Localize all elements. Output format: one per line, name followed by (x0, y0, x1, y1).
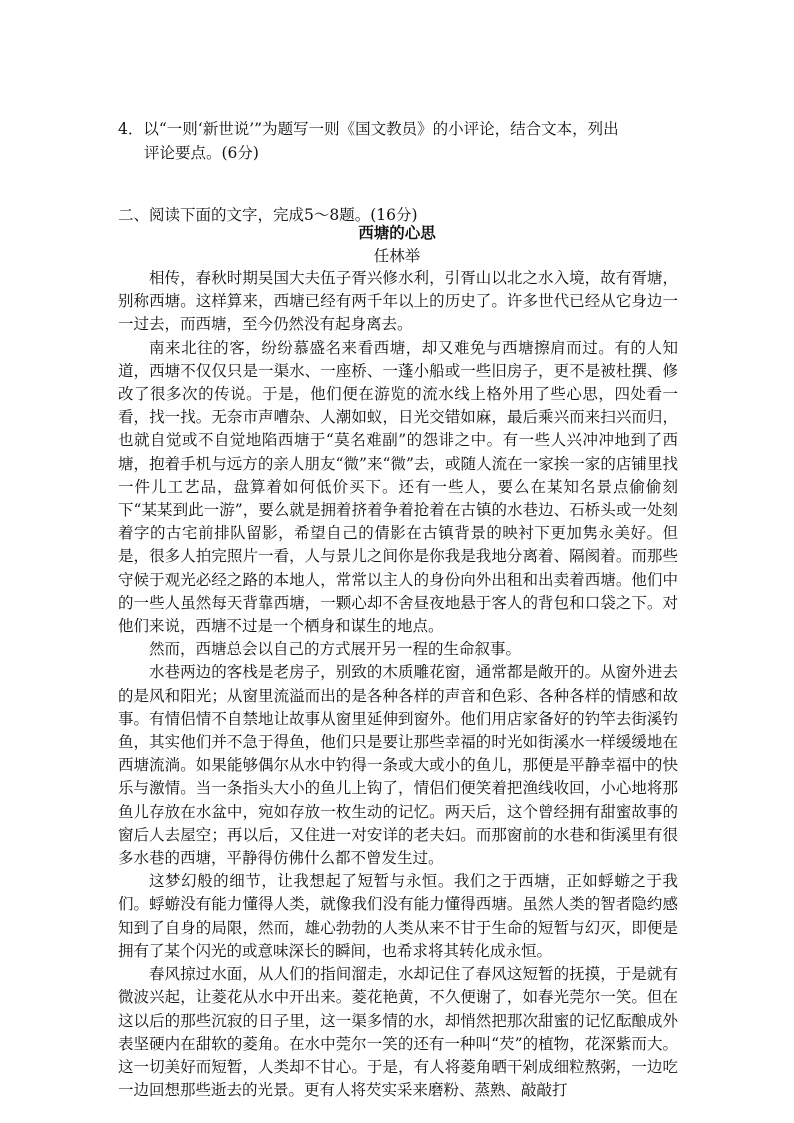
article-author: 任林举 (373, 247, 421, 265)
paragraph: 水巷两边的客栈是老房子，别致的木质雕花窗，通常都是敞开的。从窗外进去的是风和阳光；从窗里流溢而出的是各种各样的声音和色彩、各种各样的情感和故事。有情侣情不自禁地让故事从窗里延伸到窗外。他们用店家备好的钓竿去街溪钓鱼，其实他们并不急于得鱼，他们只是要让那些幸福的时光如街溪水一样缓缓地在西塘流淌。如果能够偶尔从水中钓得一条或大或小的鱼儿，那便是平静幸福中的快乐与激情。当一条指头大小的鱼儿上钩了，情侣们便笑着把渔线收回，小心地将那鱼儿存放在水盆中，宛如存放一枚生动的记忆。两天后，这个曾经拥有甜蜜故事的窗后人去屋空；再以后，又住进一对安详的老夫妇。而那窗前的水巷和街溪里有很多水巷的西塘，平静得仿佛什么都不曾发生过。 (118, 663, 678, 868)
question-4-line-2: 评论要点。(6分) (144, 144, 259, 162)
article-body (118, 267, 678, 1102)
paragraph: 春风掠过水面，从人们的指间溜走，水却记住了春风这短暂的抚摸，于是就有微波兴起，让菱花从水中开出来。菱花艳黄，不久便谢了，如春光莞尔一笑。但在这以后的那些沉寂的日子里，这一渠多情的水，却悄然把那次甜蜜的记忆酝酿成外表坚硬内在甜软的菱角。在水中莞尔一笑的还有一种叫“芡”的植物，花深紫而大。这一切美好而短暂，人类却不甘心。于是，有人将菱角晒干剁成细粒熬粥，一边吃一边回想那些逝去的光景。更有人将芡实采来磨粉、蒸熟、敲敲打 (118, 965, 678, 1100)
paragraph: 南来北往的客，纷纷慕盛名来看西塘，却又难免与西塘擦肩而过。有的人知道，西塘不仅仅只是一渠水、一座桥、一蓬小船或一些旧房子，更不是被杜撰、修改了很多次的传说。于是，他们便在游览的流水线上格外用了些心思，四处看一看，找一找。无奈市声嘈杂、人潮如蚁，日光交错如麻，最后乘兴而来扫兴而归，也就自觉或不自觉地陷西塘于“莫名难副”的怨诽之中。有一些人兴冲冲地到了西塘，抱着手机与远方的亲人朋友“微”来“微”去，或随人流在一家挨一家的店铺里找一件儿工艺品，盘算着如何低价买下。还有一些人，要么在某知名景点偷偷刻下“某某到此一游”，要么就是拥着挤着争着抢着在古镇的水巷边、石桥头或一处刻着字的古宅前排队留影，希望自己的倩影在古镇背景的映衬下更加隽永美好。但是，很多人拍完照片一看，人与景儿之间你是你我是我地分离着、隔阂着。而那些守候于观光必经之路的本地人，常常以主人的身份向外出租和出卖着西塘。他们中的一些人虽然每天背靠西塘，一颗心却不舍昼夜地悬于客人的背包和口袋之下。对他们来说，西塘不过是一个栖身和谋生的地点。 (118, 338, 678, 636)
section-heading: 二、阅读下面的文字，完成5～8题。(16分) (118, 206, 418, 224)
paragraph: 这梦幻般的细节，让我想起了短暂与永恒。我们之于西塘，正如蜉蝣之于我们。蜉蝣没有能力懂得人类，就像我们没有能力懂得西塘。虽然人类的智者隐约感知到了自身的局限，然而，雄心勃勃的人类从来不甘于生命的短暂与幻灭，即便是拥有了某个闪光的或意味深长的瞬间，也希求将其转化成永恒。 (118, 872, 678, 960)
paragraph: 相传，春秋时期吴国大夫伍子胥兴修水利，引胥山以北之水入境，故有胥塘，别称西塘。这样算来，西塘已经有两千年以上的历史了。许多世代已经从它身边一一过去，而西塘，至今仍然没有起身离去。 (118, 269, 678, 334)
article-title: 西塘的心思 (358, 223, 436, 242)
question-4 (118, 117, 688, 165)
paragraph: 然而，西塘总会以自己的方式展开另一程的生命叙事。 (149, 640, 522, 659)
question-4-line-1: 4．以“一则‘新世说’”为题写一则《国文教员》的小评论，结合文本，列出 (118, 120, 619, 138)
